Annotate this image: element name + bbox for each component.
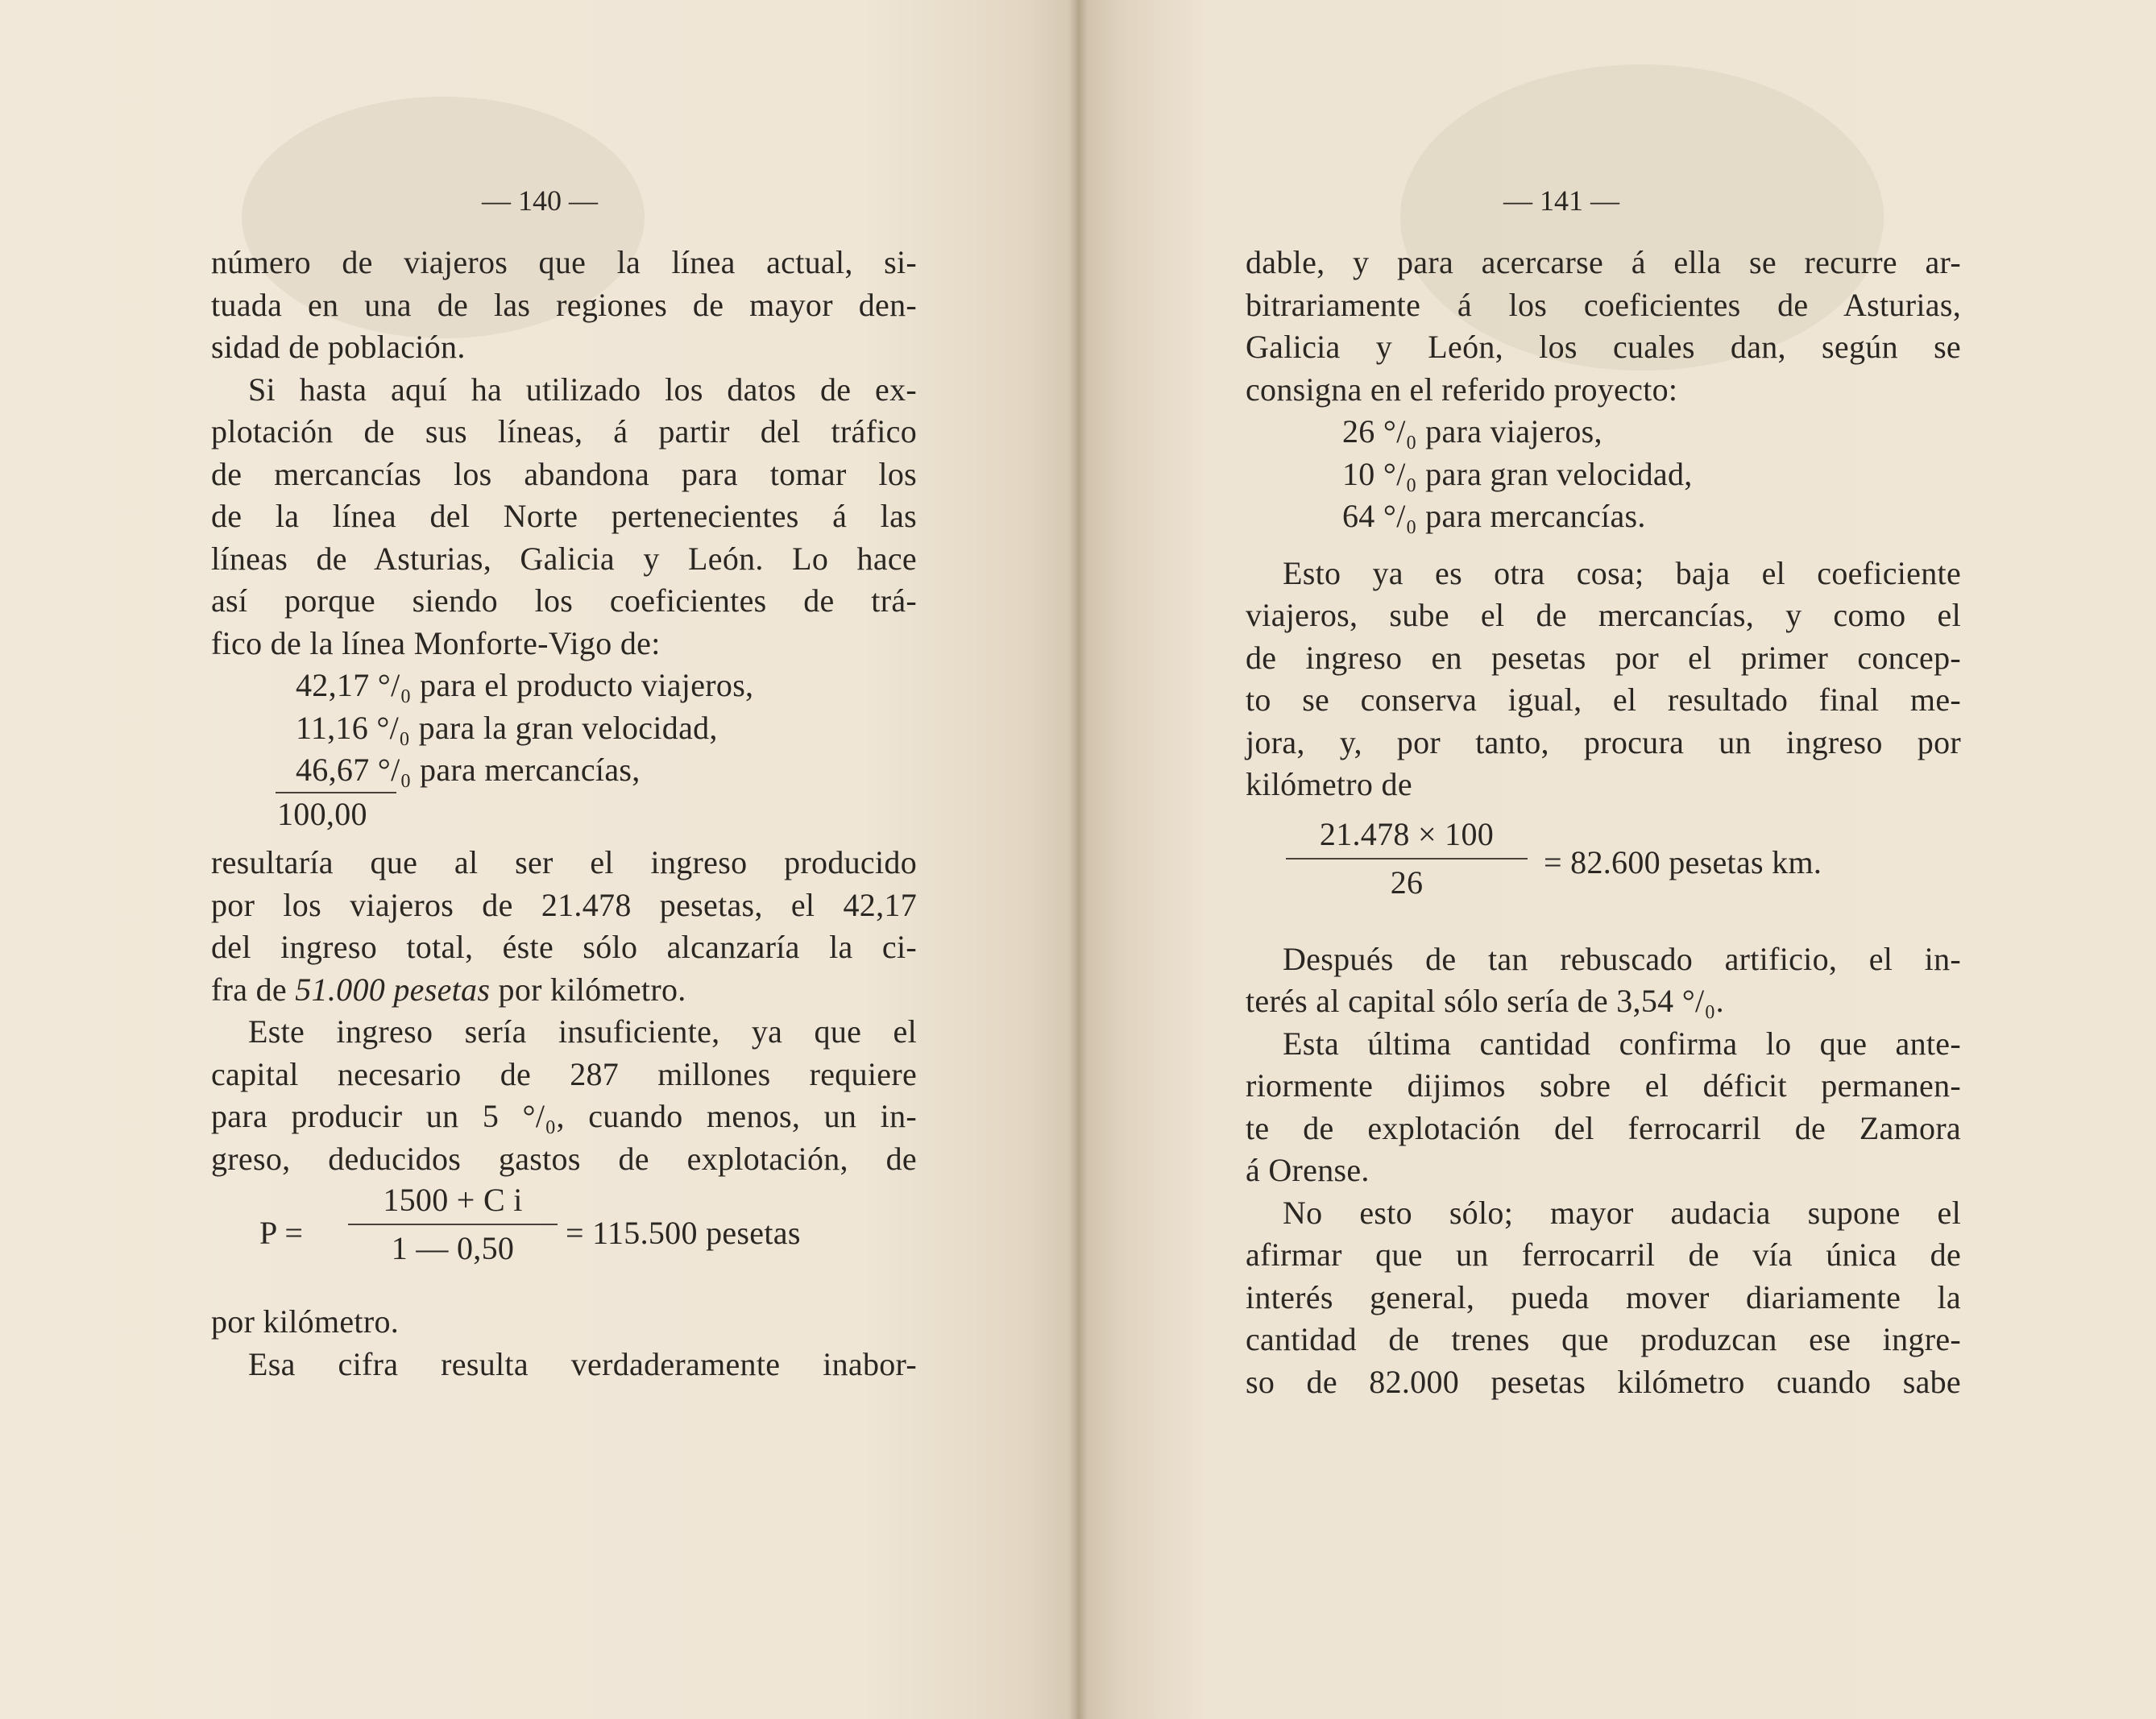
text-line: riormente dijimos sobre el déficit permanen- [1246,1067,1961,1104]
text-line: plotación de sus líneas, á partir del tráfico [211,413,917,449]
text-line: terés al capital sólo sería de 3,54 °/₀. [1246,983,1724,1019]
text-line: por los viajeros de 21.478 pesetas, el 42,17 [211,886,917,923]
text-line: viajeros, sube el de mercancías, y como el [1246,597,1961,633]
text-line: Esto ya es otra cosa; baja el coeficiente [1283,554,1961,591]
text-line: cantidad de trenes que produzcan ese ingre- [1246,1321,1961,1357]
fraction-bar [348,1224,558,1225]
emphasis-amount: 51.000 pesetas [295,971,491,1008]
text-line [211,969,917,1012]
text-line: dable, y para acercarse á ella se recurre ar- [1246,244,1961,280]
coefficient-item: 46,67 °/₀ para mercancías, [296,752,641,788]
equation-numerator: 1500 + C i [383,1182,523,1218]
text-fragment: fra de [211,971,296,1008]
text-line: Esa cifra resulta verdaderamente inabor- [248,1345,917,1382]
text-line: para producir un 5 °/₀, cuando menos, un in- [211,1098,917,1134]
text-line: por kilómetro. [211,1303,400,1340]
equation-income [1246,814,1961,927]
equation-denominator: 1 — 0,50 [391,1230,515,1266]
coefficient-item: 42,17 °/₀ para el producto viajeros, [296,667,754,703]
text-line: de ingreso en pesetas por el primer concep- [1246,639,1961,676]
text-line: líneas de Asturias, Galicia y León. Lo hace [211,540,917,577]
text-line: te de explotación del ferrocarril de Zamora [1246,1109,1961,1146]
coefficient-item: 64 °/₀ para mercancías. [1342,498,1646,534]
equation-fraction [1286,814,1528,903]
text-line: de mercancías los abandona para tomar los [211,455,917,492]
text-line: del ingreso total, éste sólo alcanzaría la ci- [211,929,917,965]
left-page-body [211,242,917,1386]
text-line: so de 82.000 pesetas kilómetro cuando sabe [1246,1363,1961,1400]
equation-denominator: 26 [1390,864,1424,901]
text-line: Este ingreso sería insuficiente, ya que el [248,1013,917,1050]
right-page [1078,0,2156,1719]
text-fragment: por kilómetro. [490,971,686,1008]
text-line: número de viajeros que la línea actual, si- [211,244,917,280]
text-line: fico de la línea Monforte-Vigo de: [211,624,661,661]
text-line: afirmar que un ferrocarril de vía única de [1246,1236,1961,1273]
text-line: resultaría que al ser el ingreso producido [211,844,917,880]
text-line: greso, deducidos gastos de explotación, de [211,1140,917,1177]
coefficient-sum: 100,00 [277,795,367,832]
coefficient-item: 10 °/₀ para gran velocidad, [1342,455,1693,492]
coefficient-item: 11,16 °/₀ para la gran velocidad, [296,709,718,746]
text-line: to se conserva igual, el resultado final me- [1246,681,1961,718]
text-line: Esta última cantidad confirma lo que ante- [1283,1025,1961,1062]
text-line: sidad de población. [211,329,466,365]
text-line: kilómetro de [1246,766,1412,802]
equation-rhs: = 115.500 pesetas [566,1215,801,1251]
text-line: así porque siendo los coeficientes de trá- [211,582,917,619]
text-line: Galicia y León, los cuales dan, según se [1246,329,1961,365]
page-number-141: — 141 — [1503,184,1619,217]
text-line: bitrariamente á los coeficientes de Asturias, [1246,286,1961,323]
text-line: consigna en el referido proyecto: [1246,371,1678,408]
page-number-140: — 140 — [482,184,598,217]
text-line: jora, y, por tanto, procura un ingreso por [1246,723,1961,760]
equation-numerator: 21.478 × 100 [1319,815,1495,852]
text-line: Si hasta aquí ha utilizado los datos de ex- [248,371,917,408]
text-line: de la línea del Norte pertenecientes á las [211,498,917,534]
text-line: No esto sólo; mayor audacia supone el [1283,1194,1961,1231]
equation-p [211,1180,917,1301]
text-line: Después de tan rebuscado artificio, el in- [1283,940,1961,977]
right-page-body [1246,242,1961,1403]
equation-rhs: = 82.600 pesetas km. [1544,843,1822,880]
equation-lhs: P = [259,1215,304,1251]
fraction-bar [1286,858,1528,860]
text-line: capital necesario de 287 millones requiere [211,1055,917,1092]
text-line: tuada en una de las regiones de mayor den- [211,286,917,323]
book-gutter [1068,0,1088,1719]
coefficient-item: 26 °/₀ para viajeros, [1342,413,1602,449]
equation-fraction [348,1180,558,1269]
text-line: interés general, pueda mover diariamente la [1246,1278,1961,1315]
text-line: á Orense. [1246,1152,1370,1188]
